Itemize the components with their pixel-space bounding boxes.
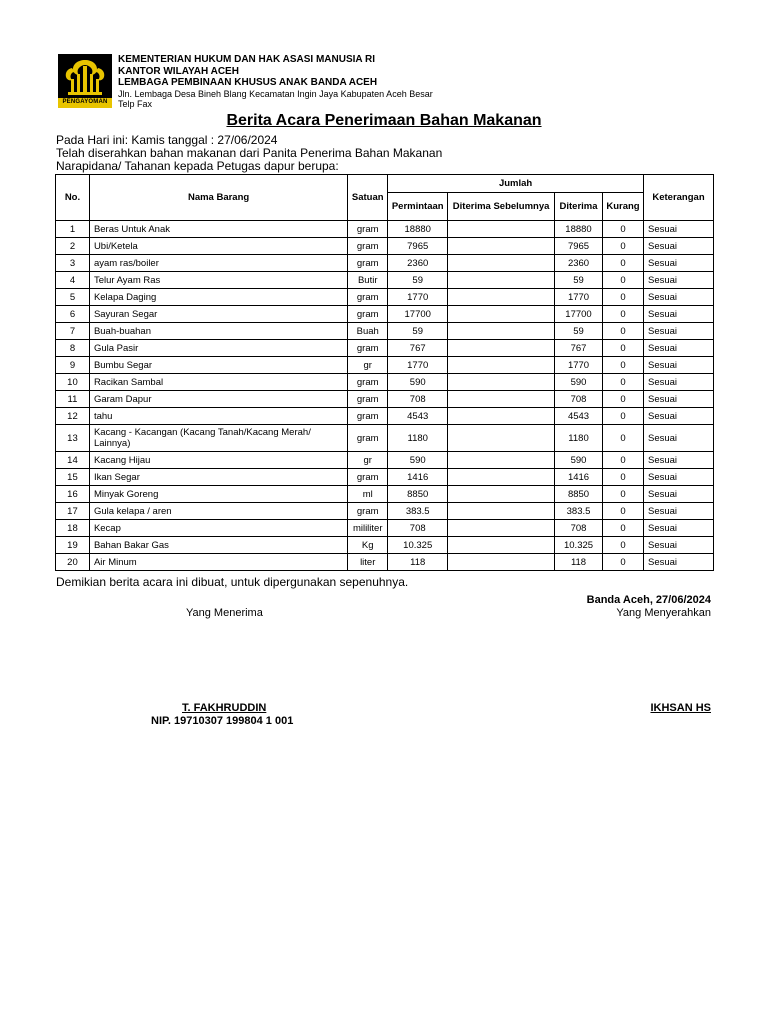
giver-name: IKHSAN HS bbox=[650, 702, 711, 714]
goods-table bbox=[55, 174, 714, 571]
cell-keterangan: Sesuai bbox=[643, 486, 713, 503]
header-no: No. bbox=[56, 175, 90, 221]
table-row bbox=[56, 425, 714, 452]
tree-emblem-icon bbox=[58, 54, 112, 98]
institution-contact: Telp Fax bbox=[118, 99, 153, 109]
cell-keterangan: Sesuai bbox=[643, 425, 713, 452]
cell-nama: Bumbu Segar bbox=[89, 357, 347, 374]
cell-diterima: 8850 bbox=[555, 486, 603, 503]
cell-satuan: gram bbox=[348, 238, 388, 255]
table-row bbox=[56, 272, 714, 289]
cell-nama: Sayuran Segar bbox=[89, 306, 347, 323]
regional-office: KANTOR WILAYAH ACEH bbox=[118, 65, 239, 77]
cell-kurang: 0 bbox=[603, 469, 644, 486]
cell-diterima: 59 bbox=[555, 272, 603, 289]
cell-nama: Kacang - Kacangan (Kacang Tanah/Kacang Merah/ Lainnya) bbox=[89, 425, 347, 452]
cell-sebelumnya bbox=[448, 323, 555, 340]
cell-satuan: gr bbox=[348, 357, 388, 374]
logo-banner bbox=[58, 98, 112, 108]
cell-kurang: 0 bbox=[603, 221, 644, 238]
table-row bbox=[56, 408, 714, 425]
cell-satuan: gram bbox=[348, 221, 388, 238]
cell-sebelumnya bbox=[448, 537, 555, 554]
cell-kurang: 0 bbox=[603, 272, 644, 289]
cell-satuan: liter bbox=[348, 554, 388, 571]
cell-keterangan: Sesuai bbox=[643, 452, 713, 469]
cell-no: 4 bbox=[56, 272, 90, 289]
cell-no: 18 bbox=[56, 520, 90, 537]
cell-no: 10 bbox=[56, 374, 90, 391]
cell-diterima: 590 bbox=[555, 374, 603, 391]
cell-kurang: 0 bbox=[603, 340, 644, 357]
document-title: Berita Acara Penerimaan Bahan Makanan bbox=[226, 112, 542, 129]
intro-date-line: Pada Hari ini: Kamis tanggal : 27/06/2024 bbox=[56, 133, 278, 147]
cell-diterima: 4543 bbox=[555, 408, 603, 425]
header-kurang: Kurang bbox=[603, 193, 644, 221]
receiver-nip: NIP. 19710307 199804 1 001 bbox=[151, 715, 294, 727]
cell-sebelumnya bbox=[448, 391, 555, 408]
table-body bbox=[56, 221, 714, 571]
cell-satuan: Butir bbox=[348, 272, 388, 289]
cell-keterangan: Sesuai bbox=[643, 289, 713, 306]
cell-sebelumnya bbox=[448, 238, 555, 255]
cell-sebelumnya bbox=[448, 340, 555, 357]
cell-sebelumnya bbox=[448, 306, 555, 323]
cell-satuan: gram bbox=[348, 391, 388, 408]
cell-diterima: 18880 bbox=[555, 221, 603, 238]
cell-kurang: 0 bbox=[603, 238, 644, 255]
table-row bbox=[56, 486, 714, 503]
cell-sebelumnya bbox=[448, 486, 555, 503]
cell-kurang: 0 bbox=[603, 486, 644, 503]
cell-kurang: 0 bbox=[603, 452, 644, 469]
cell-no: 15 bbox=[56, 469, 90, 486]
cell-sebelumnya bbox=[448, 289, 555, 306]
cell-diterima: 708 bbox=[555, 520, 603, 537]
cell-permintaan: 590 bbox=[388, 374, 448, 391]
cell-sebelumnya bbox=[448, 503, 555, 520]
cell-diterima: 10.325 bbox=[555, 537, 603, 554]
table-row bbox=[56, 520, 714, 537]
cell-permintaan: 17700 bbox=[388, 306, 448, 323]
cell-diterima: 17700 bbox=[555, 306, 603, 323]
cell-no: 9 bbox=[56, 357, 90, 374]
cell-no: 17 bbox=[56, 503, 90, 520]
cell-no: 7 bbox=[56, 323, 90, 340]
cell-nama: Telur Ayam Ras bbox=[89, 272, 347, 289]
cell-permintaan: 767 bbox=[388, 340, 448, 357]
cell-kurang: 0 bbox=[603, 425, 644, 452]
cell-no: 12 bbox=[56, 408, 90, 425]
cell-kurang: 0 bbox=[603, 554, 644, 571]
cell-diterima: 1180 bbox=[555, 425, 603, 452]
cell-nama: Gula Pasir bbox=[89, 340, 347, 357]
cell-no: 14 bbox=[56, 452, 90, 469]
letterhead bbox=[58, 54, 718, 108]
cell-nama: Beras Untuk Anak bbox=[89, 221, 347, 238]
cell-no: 1 bbox=[56, 221, 90, 238]
cell-sebelumnya bbox=[448, 255, 555, 272]
cell-permintaan: 118 bbox=[388, 554, 448, 571]
cell-diterima: 1770 bbox=[555, 289, 603, 306]
letterhead-text bbox=[118, 54, 433, 110]
table-row bbox=[56, 323, 714, 340]
header-diterima-sebelumnya: Diterima Sebelumnya bbox=[448, 193, 555, 221]
cell-no: 2 bbox=[56, 238, 90, 255]
table-row bbox=[56, 554, 714, 571]
cell-satuan: gram bbox=[348, 340, 388, 357]
cell-permintaan: 8850 bbox=[388, 486, 448, 503]
cell-nama: Kacang Hijau bbox=[89, 452, 347, 469]
header-keterangan: Keterangan bbox=[643, 175, 713, 221]
cell-nama: tahu bbox=[89, 408, 347, 425]
ministry-name: KEMENTERIAN HUKUM DAN HAK ASASI MANUSIA RI bbox=[118, 54, 376, 65]
cell-satuan: gram bbox=[348, 408, 388, 425]
cell-keterangan: Sesuai bbox=[643, 520, 713, 537]
cell-sebelumnya bbox=[448, 469, 555, 486]
institution-address: Jln. Lembaga Desa Bineh Blang Kecamatan Ingin Jaya Kabupaten Aceh Besar bbox=[118, 88, 433, 99]
place-date: Banda Aceh, 27/06/2024 bbox=[586, 594, 711, 606]
cell-nama: Gula kelapa / aren bbox=[89, 503, 347, 520]
cell-sebelumnya bbox=[448, 272, 555, 289]
cell-sebelumnya bbox=[448, 408, 555, 425]
closing-statement: Demikian berita acara ini dibuat, untuk dipergunakan sepenuhnya. bbox=[56, 575, 409, 589]
cell-sebelumnya bbox=[448, 221, 555, 238]
cell-satuan: ml bbox=[348, 486, 388, 503]
cell-sebelumnya bbox=[448, 520, 555, 537]
cell-diterima: 7965 bbox=[555, 238, 603, 255]
cell-nama: ayam ras/boiler bbox=[89, 255, 347, 272]
giver-label: Yang Menyerahkan bbox=[616, 607, 711, 619]
cell-sebelumnya bbox=[448, 554, 555, 571]
cell-permintaan: 590 bbox=[388, 452, 448, 469]
cell-keterangan: Sesuai bbox=[643, 221, 713, 238]
cell-kurang: 0 bbox=[603, 374, 644, 391]
cell-satuan: gram bbox=[348, 374, 388, 391]
cell-no: 11 bbox=[56, 391, 90, 408]
logo-text: PENGAYOMAN bbox=[62, 99, 108, 105]
cell-satuan: Kg bbox=[348, 537, 388, 554]
table-row bbox=[56, 391, 714, 408]
table-row bbox=[56, 255, 714, 272]
table-row bbox=[56, 537, 714, 554]
cell-no: 20 bbox=[56, 554, 90, 571]
cell-keterangan: Sesuai bbox=[643, 408, 713, 425]
cell-sebelumnya bbox=[448, 357, 555, 374]
cell-permintaan: 1770 bbox=[388, 289, 448, 306]
cell-nama: Buah-buahan bbox=[89, 323, 347, 340]
cell-kurang: 0 bbox=[603, 289, 644, 306]
intro-line-3: Narapidana/ Tahanan kepada Petugas dapur berupa: bbox=[56, 159, 339, 173]
cell-kurang: 0 bbox=[603, 520, 644, 537]
cell-diterima: 590 bbox=[555, 452, 603, 469]
cell-permintaan: 10.325 bbox=[388, 537, 448, 554]
cell-keterangan: Sesuai bbox=[643, 537, 713, 554]
table-row bbox=[56, 238, 714, 255]
cell-satuan: gram bbox=[348, 289, 388, 306]
cell-nama: Minyak Goreng bbox=[89, 486, 347, 503]
cell-no: 5 bbox=[56, 289, 90, 306]
header-diterima: Diterima bbox=[555, 193, 603, 221]
cell-keterangan: Sesuai bbox=[643, 323, 713, 340]
cell-satuan: mililiter bbox=[348, 520, 388, 537]
table-row bbox=[56, 469, 714, 486]
cell-kurang: 0 bbox=[603, 306, 644, 323]
receiver-label: Yang Menerima bbox=[186, 607, 263, 619]
cell-keterangan: Sesuai bbox=[643, 340, 713, 357]
cell-keterangan: Sesuai bbox=[643, 554, 713, 571]
cell-sebelumnya bbox=[448, 374, 555, 391]
cell-diterima: 2360 bbox=[555, 255, 603, 272]
cell-keterangan: Sesuai bbox=[643, 374, 713, 391]
cell-nama: Garam Dapur bbox=[89, 391, 347, 408]
cell-satuan: gr bbox=[348, 452, 388, 469]
table-row bbox=[56, 452, 714, 469]
pengayoman-logo bbox=[58, 54, 112, 108]
cell-keterangan: Sesuai bbox=[643, 238, 713, 255]
table-row bbox=[56, 503, 714, 520]
cell-permintaan: 1416 bbox=[388, 469, 448, 486]
cell-satuan: gram bbox=[348, 503, 388, 520]
header-permintaan: Permintaan bbox=[388, 193, 448, 221]
intro-line-2: Telah diserahkan bahan makanan dari Panita Penerima Bahan Makanan bbox=[56, 146, 443, 160]
cell-no: 8 bbox=[56, 340, 90, 357]
cell-satuan: gram bbox=[348, 469, 388, 486]
cell-diterima: 383.5 bbox=[555, 503, 603, 520]
cell-diterima: 708 bbox=[555, 391, 603, 408]
table-row bbox=[56, 340, 714, 357]
cell-diterima: 59 bbox=[555, 323, 603, 340]
cell-permintaan: 59 bbox=[388, 323, 448, 340]
cell-nama: Air Minum bbox=[89, 554, 347, 571]
cell-keterangan: Sesuai bbox=[643, 391, 713, 408]
institution-name: LEMBAGA PEMBINAAN KHUSUS ANAK BANDA ACEH bbox=[118, 77, 378, 88]
cell-permintaan: 4543 bbox=[388, 408, 448, 425]
cell-nama: Kelapa Daging bbox=[89, 289, 347, 306]
cell-satuan: gram bbox=[348, 255, 388, 272]
cell-kurang: 0 bbox=[603, 503, 644, 520]
cell-sebelumnya bbox=[448, 425, 555, 452]
cell-satuan: Buah bbox=[348, 323, 388, 340]
cell-keterangan: Sesuai bbox=[643, 503, 713, 520]
cell-satuan: gram bbox=[348, 306, 388, 323]
table-row bbox=[56, 221, 714, 238]
cell-kurang: 0 bbox=[603, 408, 644, 425]
cell-permintaan: 383.5 bbox=[388, 503, 448, 520]
cell-permintaan: 1180 bbox=[388, 425, 448, 452]
cell-keterangan: Sesuai bbox=[643, 255, 713, 272]
cell-diterima: 767 bbox=[555, 340, 603, 357]
cell-kurang: 0 bbox=[603, 323, 644, 340]
cell-satuan: gram bbox=[348, 425, 388, 452]
cell-nama: Racikan Sambal bbox=[89, 374, 347, 391]
cell-permintaan: 7965 bbox=[388, 238, 448, 255]
cell-kurang: 0 bbox=[603, 391, 644, 408]
table-row bbox=[56, 306, 714, 323]
cell-keterangan: Sesuai bbox=[643, 357, 713, 374]
cell-kurang: 0 bbox=[603, 537, 644, 554]
cell-keterangan: Sesuai bbox=[643, 272, 713, 289]
cell-kurang: 0 bbox=[603, 357, 644, 374]
table-row bbox=[56, 374, 714, 391]
cell-no: 6 bbox=[56, 306, 90, 323]
cell-permintaan: 1770 bbox=[388, 357, 448, 374]
receiver-name: T. FAKHRUDDIN bbox=[182, 702, 267, 714]
cell-permintaan: 59 bbox=[388, 272, 448, 289]
cell-keterangan: Sesuai bbox=[643, 469, 713, 486]
cell-keterangan: Sesuai bbox=[643, 306, 713, 323]
cell-permintaan: 2360 bbox=[388, 255, 448, 272]
cell-permintaan: 708 bbox=[388, 520, 448, 537]
cell-no: 3 bbox=[56, 255, 90, 272]
cell-permintaan: 708 bbox=[388, 391, 448, 408]
cell-nama: Ubi/Ketela bbox=[89, 238, 347, 255]
cell-nama: Bahan Bakar Gas bbox=[89, 537, 347, 554]
table-row bbox=[56, 357, 714, 374]
cell-no: 13 bbox=[56, 425, 90, 452]
cell-kurang: 0 bbox=[603, 255, 644, 272]
cell-diterima: 1416 bbox=[555, 469, 603, 486]
cell-no: 16 bbox=[56, 486, 90, 503]
cell-diterima: 118 bbox=[555, 554, 603, 571]
header-satuan: Satuan bbox=[348, 175, 388, 221]
intro-paragraph bbox=[56, 134, 442, 173]
header-jumlah: Jumlah bbox=[388, 175, 644, 193]
cell-nama: Kecap bbox=[89, 520, 347, 537]
cell-diterima: 1770 bbox=[555, 357, 603, 374]
header-nama-barang: Nama Barang bbox=[89, 175, 347, 221]
cell-no: 19 bbox=[56, 537, 90, 554]
cell-permintaan: 18880 bbox=[388, 221, 448, 238]
table-row bbox=[56, 289, 714, 306]
cell-nama: Ikan Segar bbox=[89, 469, 347, 486]
cell-sebelumnya bbox=[448, 452, 555, 469]
